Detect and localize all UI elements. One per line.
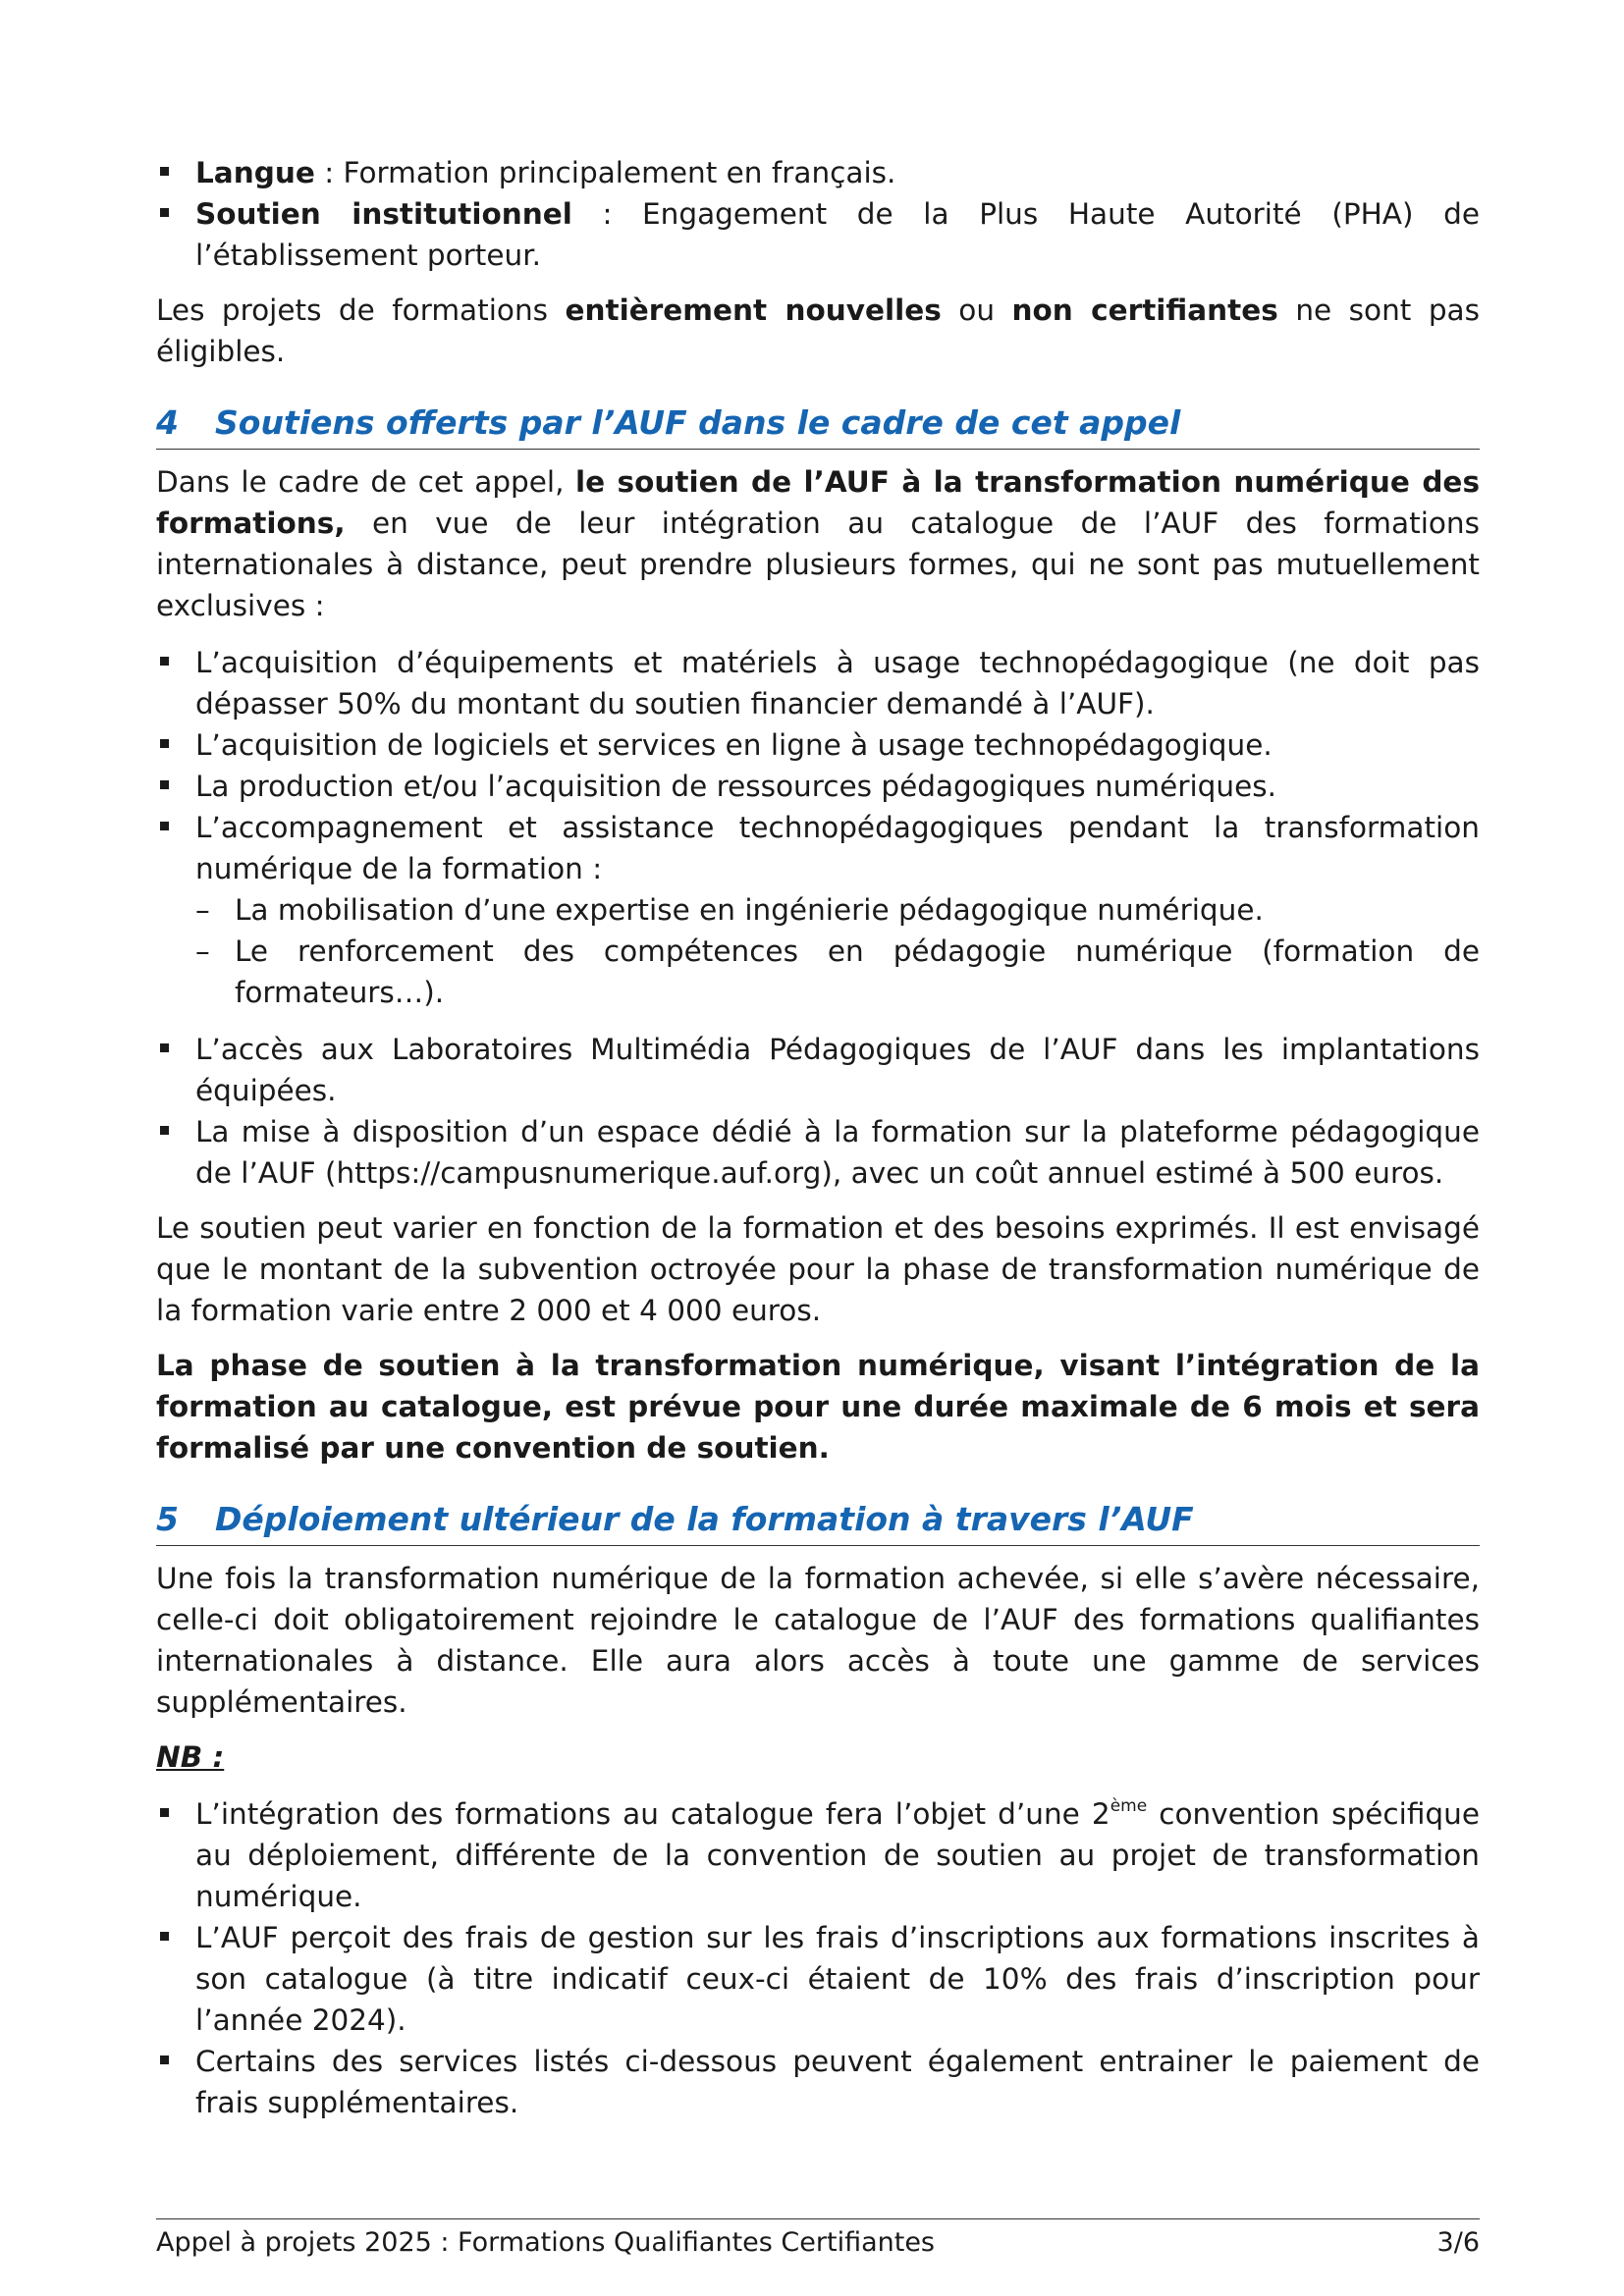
list-item: L’acquisition d’équipements et matériels à usage technopédagogique (ne doit pas dépasser 50% du montant du soutien financier demandé à l’AUF).: [156, 642, 1480, 724]
support-forms-list: [156, 642, 1480, 1013]
square-bullet-icon: [160, 822, 169, 830]
square-bullet-icon: [160, 657, 169, 666]
dash-bullet-icon: –: [195, 893, 210, 927]
square-bullet-icon: [160, 208, 169, 217]
eligibility-paragraph: Les projets de formations entièrement nouvelles ou non certifiantes ne sont pas éligibles.: [156, 294, 1480, 368]
phase-paragraph: La phase de soutien à la transformation numérique, visant l’intégration de la formation au catalogue, est prévue pour une durée maximale de 6 mois et sera formalisé par une convention de soutien.: [156, 1349, 1480, 1465]
variation-paragraph: Le soutien peut varier en fonction de la formation et des besoins exprimés. Il est envisagé que le montant de la subvention octroyée pour la phase de transformation numérique de la formation varie entre 2 000 et 4 000 euros.: [156, 1211, 1480, 1327]
document-page: [156, 152, 1480, 2123]
list-item: L’intégration des formations au catalogue fera l’objet d’une 2ème convention spécifique au déploiement, différente de la convention de soutien au projet de transformation numérique.: [156, 1793, 1480, 1917]
section-number: 4: [156, 403, 179, 442]
intro-bullet-list: [156, 152, 1480, 276]
square-bullet-icon: [160, 167, 169, 176]
square-bullet-icon: [160, 1043, 169, 1052]
sub-list-item: – La mobilisation d’une expertise en ingénierie pédagogique numérique.: [195, 889, 1480, 931]
square-bullet-icon: [160, 2056, 169, 2064]
section-5-intro: Une fois la transformation numérique de la formation achevée, si elle s’avère nécessaire, celle-ci doit obligatoirement rejoindre le catalogue de l’AUF des formations qualifiantes internationales à distance. Elle aura alors accès à toute une gamme de services supplémentaires.: [156, 1562, 1480, 1719]
square-bullet-icon: [160, 1126, 169, 1135]
list-item: Certains des services listés ci-dessous peuvent également entrainer le paiement de frais supplémentaires.: [156, 2041, 1480, 2123]
list-item: La mise à disposition d’un espace dédié à la formation sur la plateforme pédagogique de l’AUF (https://campusnumerique.auf.org), avec un coût annuel estimé à 500 euros.: [156, 1111, 1480, 1194]
square-bullet-icon: [160, 780, 169, 789]
page-number: 3/6: [1436, 2227, 1480, 2258]
support-forms-list-continued: [156, 1029, 1480, 1194]
section-4-heading: [156, 401, 1480, 450]
footer-title: Appel à projets 2025 : Formations Qualifiantes Certifiantes: [156, 2227, 935, 2258]
section-title: Déploiement ultérieur de la formation à travers l’AUF: [215, 1500, 1194, 1538]
square-bullet-icon: [160, 1808, 169, 1817]
section-number: 5: [156, 1500, 179, 1538]
list-item: Soutien institutionnel : Engagement de la Plus Haute Autorité (PHA) de l’établissement porteur.: [156, 193, 1480, 276]
page-footer: [156, 2218, 1480, 2261]
section-4-intro: Dans le cadre de cet appel, le soutien de l’AUF à la transformation numérique des formations, en vue de leur intégration au catalogue de l’AUF des formations internationales à distance, peut prendre plusieurs formes, qui ne sont pas mutuellement exclusives :: [156, 465, 1480, 622]
list-item: L’AUF perçoit des frais de gestion sur les frais d’inscriptions aux formations inscrites à son catalogue (à titre indicatif ceux-ci étaient de 10% des frais d’inscription pour l’année 2024).: [156, 1917, 1480, 2041]
nb-label: NB :: [156, 1740, 225, 1774]
list-item: L’accès aux Laboratoires Multimédia Pédagogiques de l’AUF dans les implantations équipées.: [156, 1029, 1480, 1111]
section-title: Soutiens offerts par l’AUF dans le cadre de cet appel: [215, 403, 1181, 442]
square-bullet-icon: [160, 1932, 169, 1941]
list-item: La production et/ou l’acquisition de ressources pédagogiques numériques.: [156, 766, 1480, 807]
square-bullet-icon: [160, 739, 169, 748]
sub-list: [195, 889, 1480, 1013]
list-item: L’accompagnement et assistance technopédagogiques pendant la transformation numérique de la formation : – La mobilisation d’une expertise en ingénierie pédagogique numérique. – Le renforcement des compétences en pédagogie numérique (formation de formateurs…).: [156, 807, 1480, 1013]
list-item: L’acquisition de logiciels et services en ligne à usage technopédagogique.: [156, 724, 1480, 766]
dash-bullet-icon: –: [195, 934, 210, 968]
sub-list-item: – Le renforcement des compétences en pédagogie numérique (formation de formateurs…).: [195, 931, 1480, 1013]
nb-list: [156, 1793, 1480, 2123]
list-item: Langue : Formation principalement en français.: [156, 152, 1480, 193]
section-5-heading: [156, 1498, 1480, 1546]
